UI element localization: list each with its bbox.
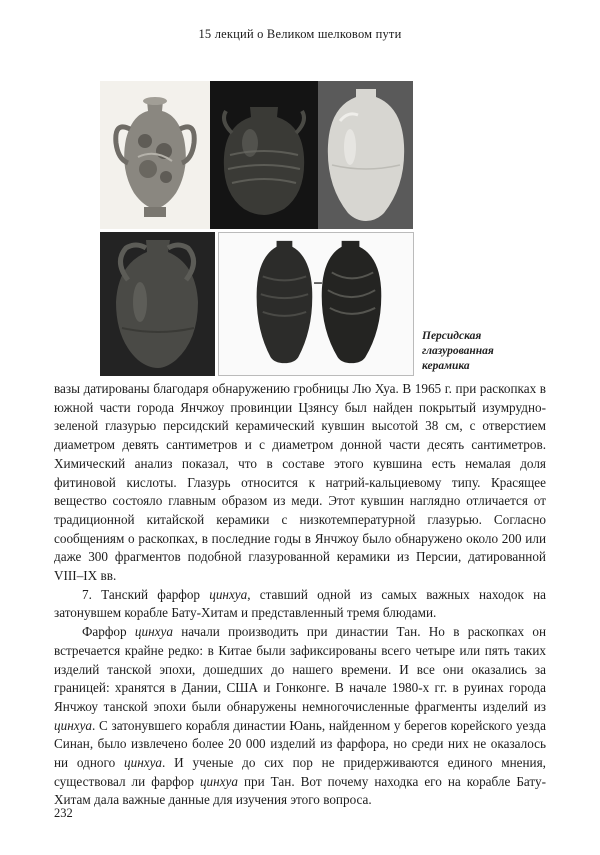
text-run: при Тан. Вот почему находка его на корабле Бату-Хитам дала важные данные для изучения этого вопроса. bbox=[54, 773, 547, 808]
italic-term: цинхуа bbox=[134, 624, 173, 640]
text-run: начали производить при династии Тан. Но в раскопках он встречается крайне редко: в Китае были зафиксированы всего четыре или пять таких изделий танской эпохи, дошедших до нашего времени. И все они оказались за границей: хранятся в Дании, США и Гонконге. В начале 1980-х гг. в руинах города Янчжоу танской эпохи были обнаружены немногочисленные фрагменты изделий из bbox=[54, 624, 546, 714]
text-run: Фарфор bbox=[82, 624, 135, 640]
text-run: вазы датированы благодаря обнаружению гробницы Лю Хуа. В 1965 г. при раскопках в южной части города Янчжоу провинции Цзянсу был найден покрытый изумрудно-зеленой глазурью персидский керамический кувшин высотой 38 см, с отверстием диаметром девять сантиметров и с диаметром донной части десять сантиметров. Химический анализ показал, что в составе этого кувшина есть немалая доля фитиновой кислоты. Глазурь относится к натрий-кальциевому типу. Красящее вещество состояло главным образом из меди. Этот кувшин наглядно отличается от традиционной китайской керамики с низкотемпературной глазурью. Согласно сообщениям о раскопках, в последние годы в Янчжоу было обнаружено около 200 или даже 300 фрагментов подобной глазурованной керамики из Персии, датированной VIII–IX вв. bbox=[54, 381, 546, 584]
caption-line: глазурованная bbox=[422, 345, 494, 357]
body-paragraph bbox=[54, 623, 546, 810]
photo-persian-jar-dark-glaze bbox=[210, 81, 318, 229]
vase-photo-icon bbox=[210, 81, 318, 229]
vase-photo-icon bbox=[219, 233, 413, 375]
body-text bbox=[54, 380, 546, 810]
italic-term: цинхуа bbox=[124, 755, 163, 771]
text-run: . С затонувшего корабля династии Юань, найденном у берегов корейского уезда Синан, было извлечено более 20 000 изделий из фарфора, но среди них не оказалось ни одного bbox=[54, 717, 546, 771]
photo-persian-jar-relief bbox=[100, 81, 210, 229]
vase-photo-icon bbox=[100, 81, 210, 229]
vase-photo-icon bbox=[100, 232, 215, 376]
body-paragraph bbox=[54, 380, 546, 586]
italic-term: цинхуа bbox=[209, 586, 248, 602]
caption-line: керамика bbox=[422, 360, 470, 372]
photo-persian-vases-pair bbox=[218, 232, 414, 376]
vase-photo-icon bbox=[318, 81, 413, 229]
body-paragraph bbox=[54, 586, 546, 623]
text-run: 7. Танский фарфор bbox=[82, 586, 210, 602]
caption-line: Персидская bbox=[422, 330, 482, 342]
italic-term: цинхуа bbox=[199, 773, 238, 789]
italic-term: цинхуа bbox=[54, 717, 93, 733]
text-run: , ставший одной из самых важных находок на затонувшем корабле Бату-Хитам и представленный тремя блюдами. bbox=[54, 586, 546, 621]
figure-caption bbox=[422, 329, 532, 374]
text-run: . И ученые до сих пор не придерживаются единого мнения, существовал ли фарфор bbox=[54, 755, 546, 789]
photo-persian-amphora bbox=[100, 232, 215, 376]
running-head: 15 лекций о Великом шелковом пути bbox=[198, 27, 402, 41]
photo-persian-jar-light-glaze bbox=[318, 81, 413, 229]
page-number: 232 bbox=[54, 806, 73, 820]
